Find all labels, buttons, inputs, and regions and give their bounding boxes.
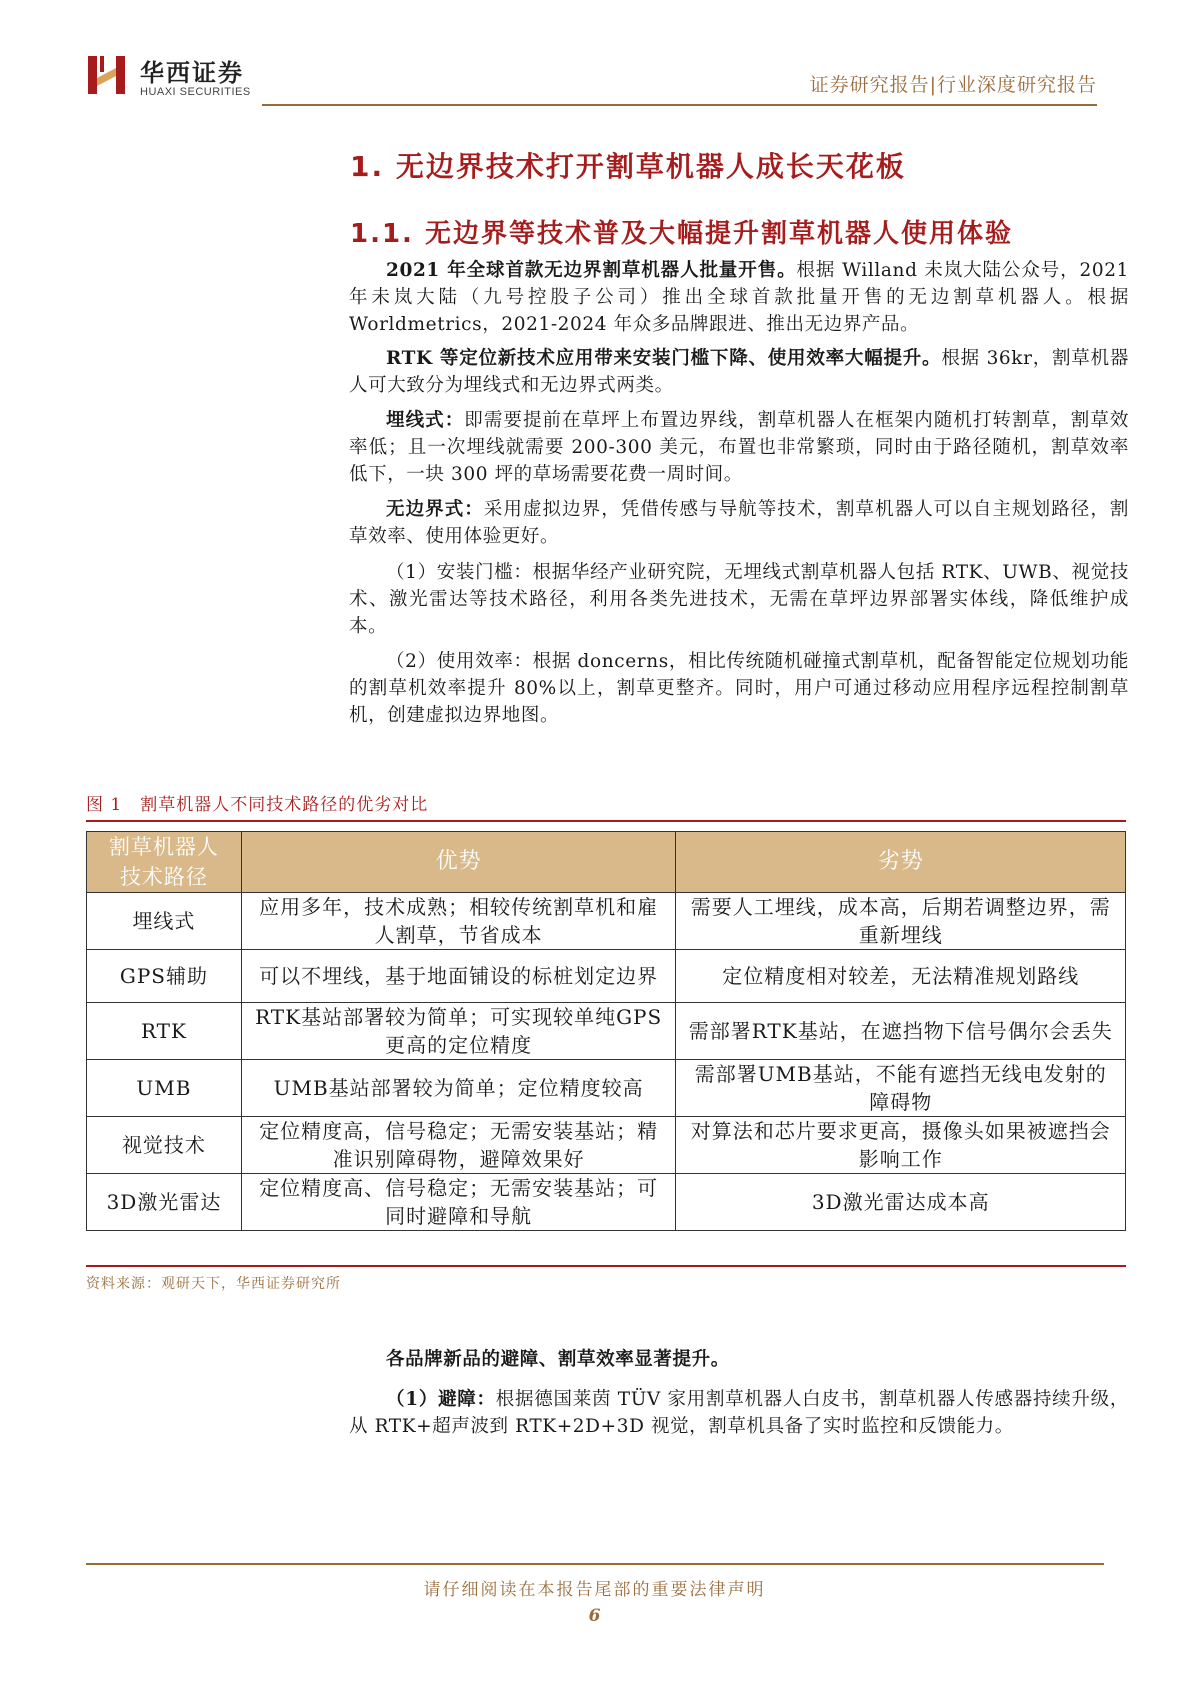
table-row [87, 1003, 1126, 1060]
paragraph-3-lead: 埋线式： [386, 410, 465, 431]
paragraph-6: （2）使用效率：根据 doncerns，相比传统随机碰撞式割草机，配备智能定位规划功能的割草机效率提升 80%以上，割草更整齐。同时，用户可通过移动应用程序远程控制割草机，创建虚拟边界地图。 [349, 651, 1129, 726]
cell-con: 需部署RTK基站，在遮挡物下信号偶尔会丢失 [676, 1003, 1126, 1060]
paragraph-8-lead: （1）避障： [386, 1389, 496, 1410]
cell-pro: 定位精度高，信号稳定；无需安装基站；精准识别障碍物，避障效果好 [241, 1117, 676, 1174]
paragraph-3 [349, 407, 1129, 488]
brand-name-en: HUAXI SECURITIES [140, 86, 251, 98]
table-row [87, 1117, 1126, 1174]
paragraph-1 [349, 257, 1129, 338]
header-cons: 劣势 [676, 832, 1126, 893]
cell-con: 对算法和芯片要求更高，摄像头如果被遮挡会影响工作 [676, 1117, 1126, 1174]
cell-pro: 定位精度高、信号稳定；无需安装基站；可同时避障和导航 [241, 1174, 676, 1231]
cell-con: 定位精度相对较差，无法精准规划路线 [676, 950, 1126, 1003]
table-row [87, 950, 1126, 1003]
section-heading-1: 1. 无边界技术打开割草机器人成长天花板 [350, 150, 906, 183]
header-divider [262, 104, 1097, 106]
cell-pro: UMB基站部署较为简单；定位精度较高 [241, 1060, 676, 1117]
cell-con: 需要人工埋线，成本高，后期若调整边界，需重新埋线 [676, 893, 1126, 950]
legal-notice: 请仔细阅读在本报告尾部的重要法律声明 [423, 1580, 766, 1600]
paragraph-4-lead: 无边界式： [386, 499, 484, 520]
figure-source: 资料来源：观研天下，华西证券研究所 [86, 1276, 341, 1292]
cell-con: 需部署UMB基站，不能有遮挡无线电发射的障碍物 [676, 1060, 1126, 1117]
paragraph-4-body: 采用虚拟边界，凭借传感与导航等技术，割草机器人可以自主规划路径，割草效率、使用体验更好。 [349, 499, 1129, 547]
table-header-row [87, 832, 1126, 893]
cell-tech: RTK [87, 1003, 242, 1060]
paragraph-3-body: 即需要提前在草坪上布置边界线，割草机器人在框架内随机打转割草，割草效率低；且一次埋线就需要 200-300 美元，布置也非常繁琐，同时由于路径随机，割草效率低下，一块 300 坪的草场需要花费一周时间。 [349, 410, 1129, 485]
cell-con: 3D激光雷达成本高 [676, 1174, 1126, 1231]
brand-name-cn: 华西证券 [140, 59, 244, 87]
report-type: 证券研究报告|行业深度研究报告 [809, 74, 1097, 96]
paragraph-8-body: 根据德国莱茵 TÜV 家用割草机器人白皮书，割草机器人传感器持续升级，从 RTK+超声波到 RTK+2D+3D 视觉，割草机具备了实时监控和反馈能力。 [349, 1389, 1129, 1437]
cell-tech: 3D激光雷达 [87, 1174, 242, 1231]
section-heading-1-1: 1.1. 无边界等技术普及大幅提升割草机器人使用体验 [350, 219, 1013, 249]
cell-tech: GPS辅助 [87, 950, 242, 1003]
cell-pro: 可以不埋线，基于地面铺设的标桩划定边界 [241, 950, 676, 1003]
paragraph-2-lead: RTK 等定位新技术应用带来安装门槛下降、使用效率大幅提升。 [386, 348, 942, 369]
cell-tech: UMB [87, 1060, 242, 1117]
header-pros: 优势 [241, 832, 676, 893]
paragraph-2-body: 根据 36kr，割草机器人可大致分为埋线式和无边界式两类。 [349, 348, 1129, 396]
figure-top-rule [86, 820, 1126, 822]
table-row [87, 893, 1126, 950]
paragraph-8 [349, 1386, 1129, 1440]
cell-tech: 埋线式 [87, 893, 242, 950]
paragraph-4 [349, 496, 1129, 550]
figure-bottom-rule [86, 1265, 1126, 1267]
header-tech: 割草机器人技术路径 [87, 832, 242, 893]
paragraph-7-lead: 各品牌新品的避障、割草效率显著提升。 [386, 1349, 730, 1370]
cell-pro: 应用多年，技术成熟；相较传统割草机和雇人割草，节省成本 [241, 893, 676, 950]
cell-pro: RTK基站部署较为简单；可实现较单纯GPS更高的定位精度 [241, 1003, 676, 1060]
huaxi-logo-icon [86, 52, 132, 98]
page-number: 6 [588, 1606, 601, 1626]
figure-title: 图 1 割草机器人不同技术路径的优劣对比 [86, 795, 429, 815]
cell-tech: 视觉技术 [87, 1117, 242, 1174]
paragraph-1-lead: 2021 年全球首款无边界割草机器人批量开售。 [386, 260, 797, 281]
comparison-table [86, 831, 1126, 1231]
table-row [87, 1060, 1126, 1117]
paragraph-1-body: 根据 Willand 未岚大陆公众号，2021 年未岚大陆（九号控股子公司）推出全球首款批量开售的无边割草机器人。根据 Worldmetrics，2021-2024 年众多品牌跟进、推出无边界产品。 [349, 260, 1130, 335]
table-row [87, 1174, 1126, 1231]
paragraph-7 [349, 1346, 1129, 1373]
footer-divider [86, 1563, 1104, 1565]
paragraph-5: （1）安装门槛：根据华经产业研究院，无埋线式割草机器人包括 RTK、UWB、视觉技术、激光雷达等技术路径，利用各类先进技术，无需在草坪边界部署实体线，降低维护成本。 [349, 562, 1129, 637]
paragraph-2 [349, 345, 1129, 399]
